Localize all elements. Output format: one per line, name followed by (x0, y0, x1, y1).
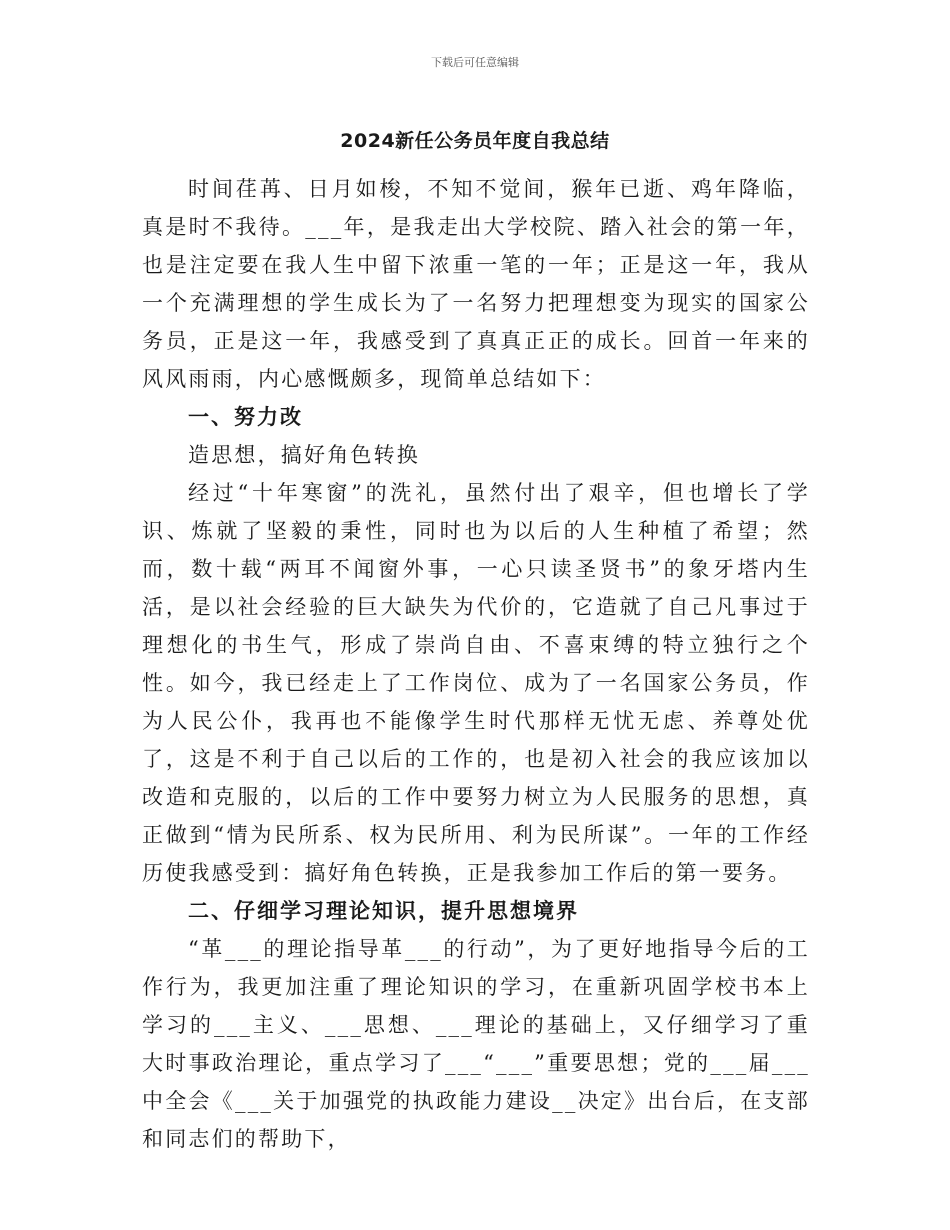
section-heading-1-continued: 造思想，搞好角色转换 (188, 443, 420, 467)
paragraph-intro: 时间荏苒、日月如梭，不知不觉间，猴年已逝、鸡年降临，真是时不我待。___年，是我走出大学校院、踏入社会的第一年，也是注定要在我人生中留下浓重一笔的一年；正是这一年，我从一个充满理想的学生成长为了一名努力把理想变为现实的国家公务员，正是这一年，我感受到了真真正正的成长。回首一年来的风风雨雨，内心感慨颇多，现简单总结如下： (142, 177, 810, 391)
section-heading-1: 一、努力改 (188, 405, 303, 429)
document-title: 2024新任公务员年度自我总结 (340, 130, 610, 152)
paragraph-section-2: “革___的理论指导革___的行动”，为了更好地指导今后的工作行为，我更加注重了理论知识的学习，在重新巩固学校书本上学习的___主义、___思想、___理论的基础上，又仔细学习了重大时事政治理论，重点学习了___“___”重要思想；党的___届___中全会《___关于加强党的执政能力建设__决定》出台后，在支部和同志们的帮助下， (142, 937, 810, 1151)
document-body (142, 170, 810, 1158)
paragraph-section-1: 经过“十年寒窗”的洗礼，虽然付出了艰辛，但也增长了学识、炼就了坚毅的秉性，同时也为以后的人生种植了希望；然而，数十载“两耳不闻窗外事，一心只读圣贤书”的象牙塔内生活，是以社会经验的巨大缺失为代价的，它造就了自己凡事过于理想化的书生气，形成了崇尚自由、不喜束缚的特立独行之个性。如今，我已经走上了工作岗位、成为了一名国家公务员，作为人民公仆，我再也不能像学生时代那样无忧无虑、养尊处优了，这是不利于自己以后的工作的，也是初入社会的我应该加以改造和克服的，以后的工作中要努力树立为人民服务的思想，真正做到“情为民所系、权为民所用、利为民所谋”。一年的工作经历使我感受到：搞好角色转换，正是我参加工作后的第一要务。 (142, 481, 810, 885)
section-heading-2: 二、仔细学习理论知识，提升思想境界 (188, 899, 579, 923)
header-note: 下载后可任意编辑 (431, 56, 519, 69)
